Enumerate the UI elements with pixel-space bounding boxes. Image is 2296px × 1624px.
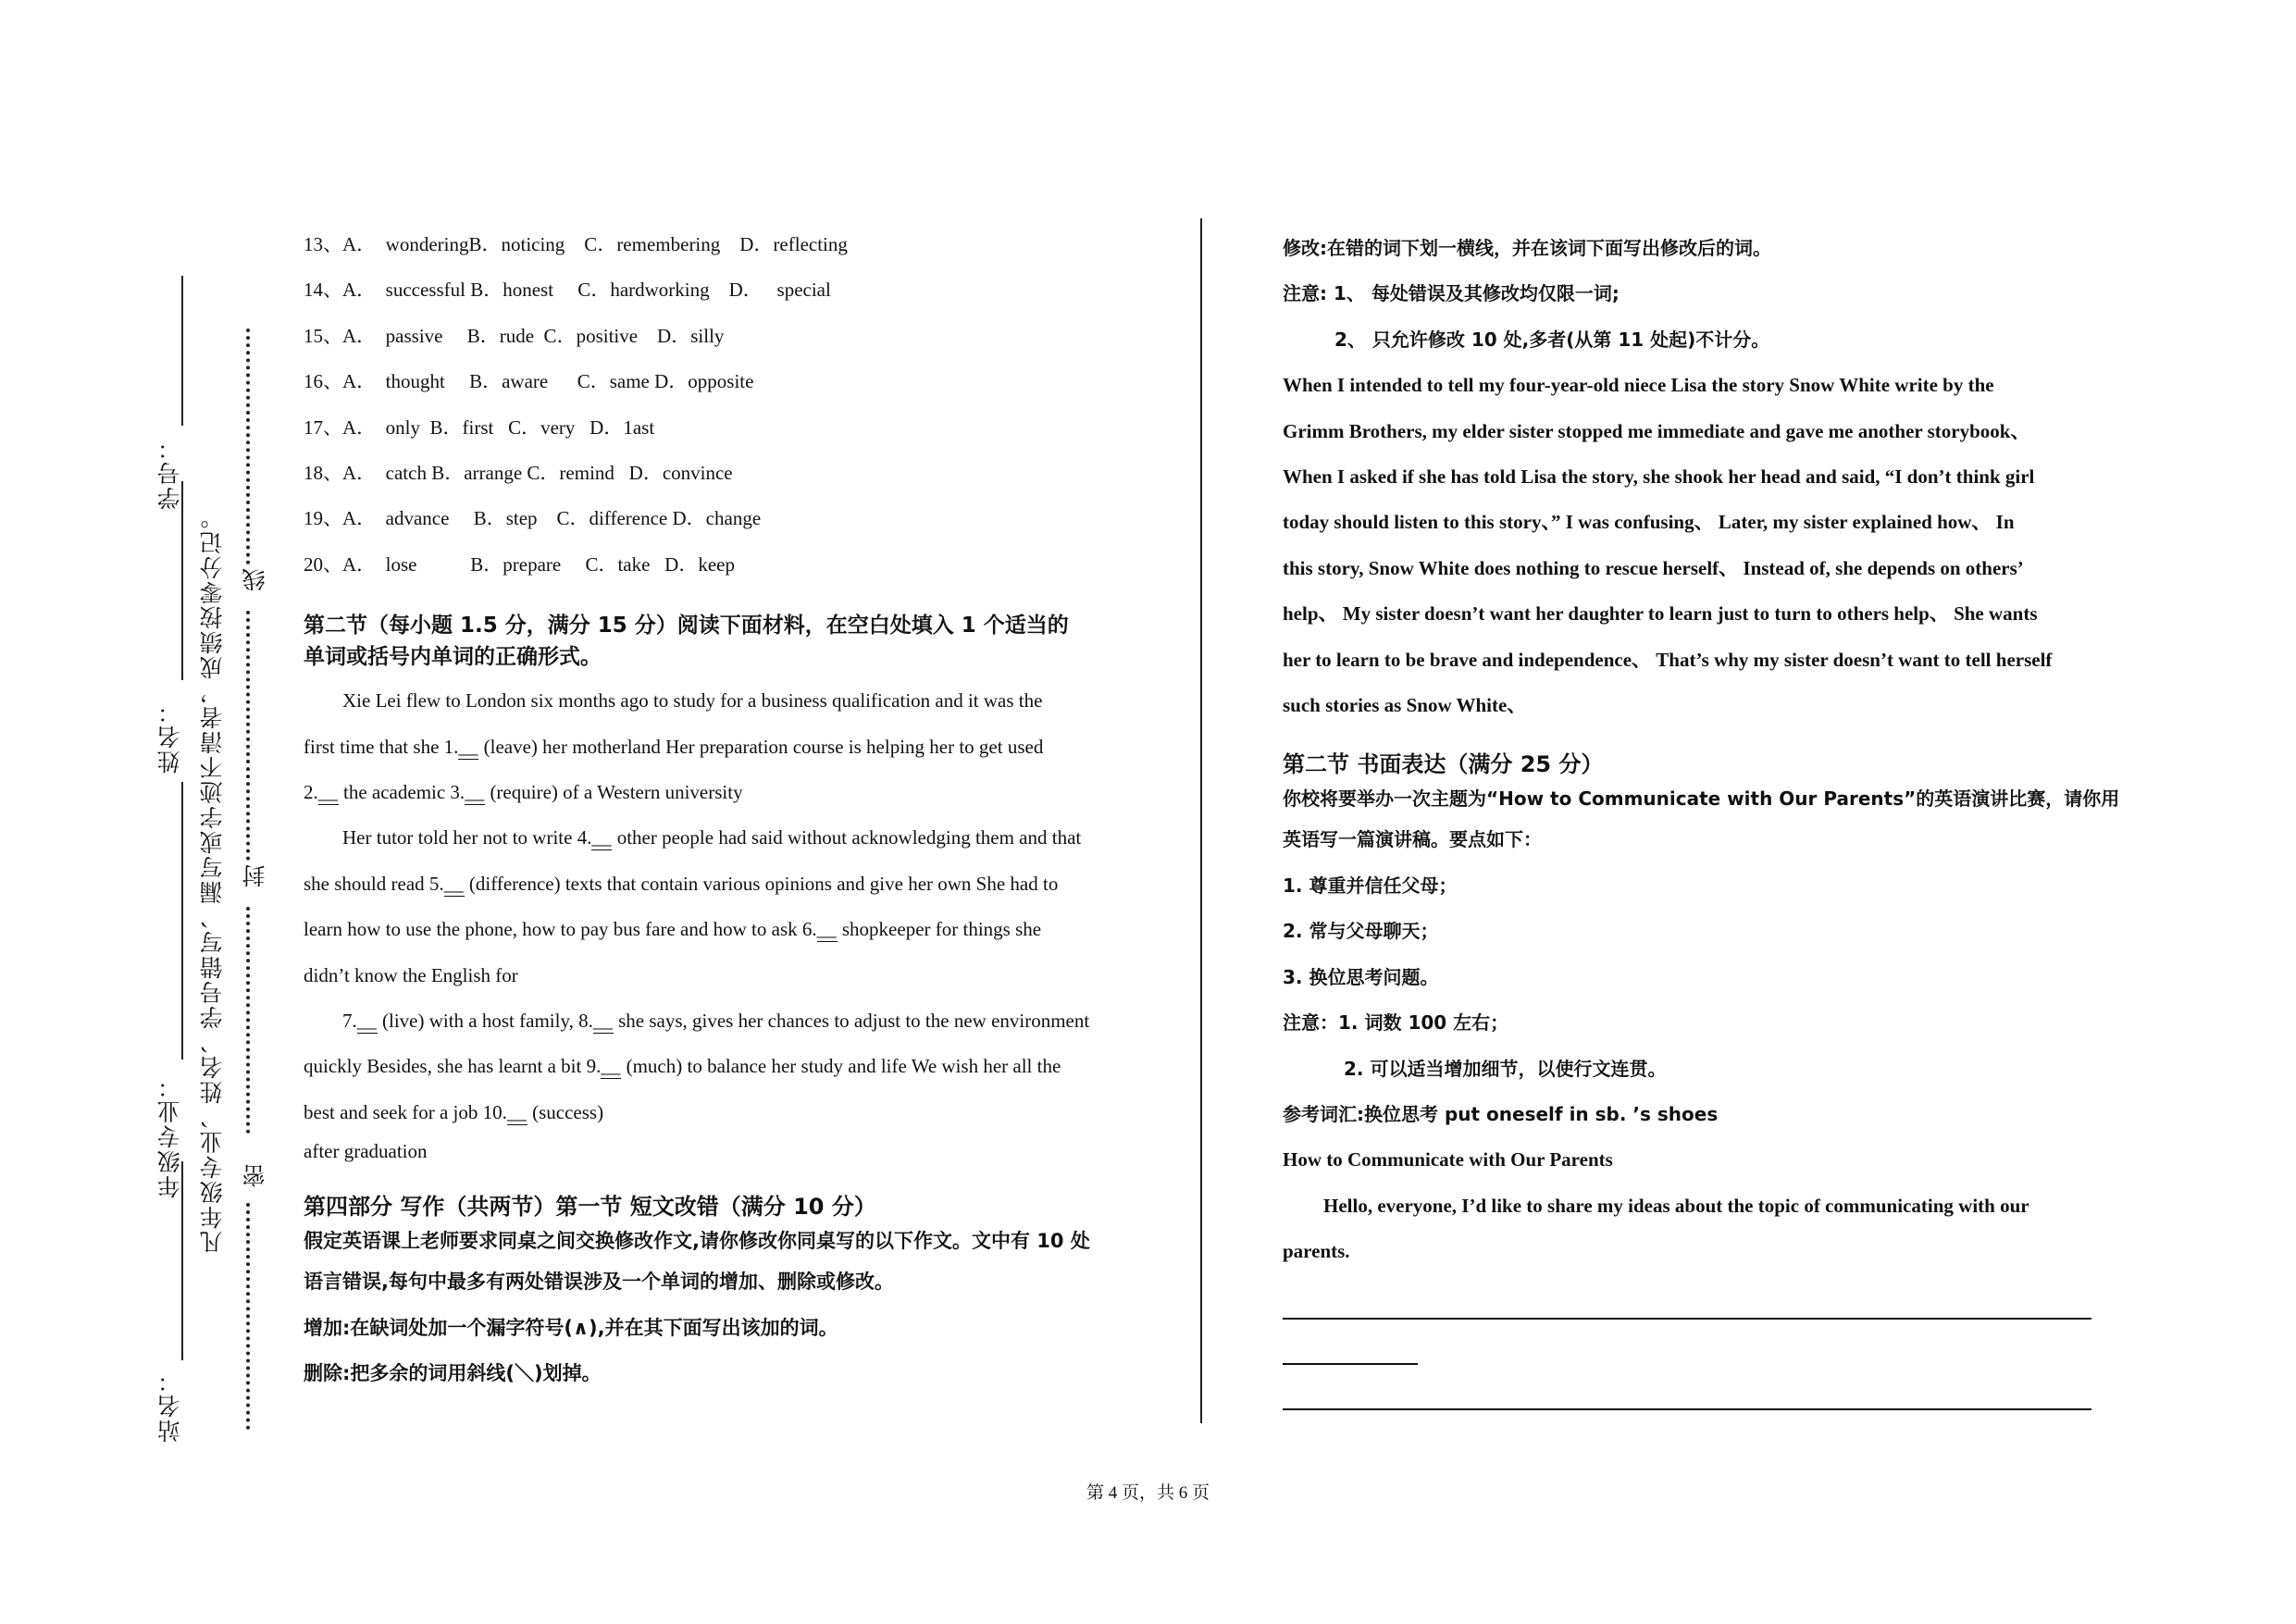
passage-line: learn how to use the phone, how to pay bus fare and how to ask 6.__ shopkeeper for things she <box>304 918 1042 941</box>
section2-title-line1: 第二节（每小题 1.5 分，满分 15 分）阅读下面材料，在空白处填入 1 个适当的 <box>304 614 1069 638</box>
passage-line: 7.__ (live) with a host family, 8.__ she says, gives her chances to adjust to the new environment <box>342 1009 1090 1032</box>
option-row-14: 14、A． successful B．honest C．hardworking D． special <box>304 279 831 302</box>
passage-line: didn’t know the English for <box>304 963 518 986</box>
passage-line: she should read 5.__ (difference) texts that contain various opinions and give her own She had to <box>304 872 1059 895</box>
blank-9[interactable]: __ <box>601 1055 621 1078</box>
option-row-19: 19、A． advance B．step C．difference D．change <box>304 507 762 530</box>
point-3: 3. 换位思考问题。 <box>1283 965 1439 988</box>
part4-instruction-2: 语言错误,每句中最多有两处错误涉及一个单词的增加、删除或修改。 <box>304 1271 894 1294</box>
seal-dotted-line-mid <box>246 611 250 861</box>
passage-line: Her tutor told her not to write 4.__ other people had said without acknowledging them and that <box>342 826 1082 849</box>
writing-task-2: 英语写一篇演讲稿。要点如下： <box>1283 828 1542 851</box>
essay-opening-2: parents. <box>1283 1240 1350 1263</box>
error-correction-essay <box>1283 363 2106 728</box>
blank-5[interactable]: __ <box>443 872 464 895</box>
writing-title: 第二节 书面表达（满分 25 分） <box>1283 751 1604 778</box>
writing-note-2: 2. 可以适当增加细节，以使行文连贯。 <box>1344 1057 1667 1080</box>
point-1: 1. 尊重并信任父母； <box>1283 874 1458 897</box>
blank-10[interactable]: __ <box>506 1100 527 1123</box>
blank-6[interactable]: __ <box>816 918 837 941</box>
part4-instruction-delete: 删除:把多余的词用斜线(＼)划掉。 <box>304 1362 602 1384</box>
essay-line: When I asked if she has told Lisa the story, she shook her head and said, “I don’t think girl <box>1283 465 2035 489</box>
note-2: 2、 只允许修改 10 处,多者(从第 11 处起)不计分。 <box>1334 328 1770 351</box>
name-line <box>181 481 183 680</box>
writing-note-1: 注意：1. 词数 100 左右； <box>1283 1011 1509 1035</box>
essay-line: today should listen to this story、” I was confusing、 Later, my sister explained how、 In <box>1283 511 2015 534</box>
section2-title-line2: 单词或括号内单词的正确形式。 <box>304 645 602 670</box>
option-row-16: 16、A． thought B．aware C．same D．opposite <box>304 370 754 393</box>
essay-line: her to learn to be brave and independence、 That’s why my sister doesn’t want to tell herself <box>1283 648 2053 671</box>
seal-line-char: 线 <box>242 566 268 591</box>
seal-dotted-line-top <box>246 329 250 564</box>
blank-1[interactable]: __ <box>458 735 478 758</box>
part4-title: 第四部分 写作（共两节）第一节 短文改错（满分 10 分） <box>304 1194 876 1221</box>
answer-line-3[interactable] <box>1283 1408 2091 1410</box>
student-id-line <box>181 276 183 426</box>
passage-line: first time that she 1.__ (leave) her motherland Her preparation course is helping her to get used <box>304 735 1044 758</box>
part4-instruction-add: 增加:在缺词处加一个漏字符号(∧),并在其下面写出该加的词。 <box>304 1316 838 1339</box>
blank-7[interactable]: __ <box>356 1009 377 1032</box>
vocab-hint: 参考词汇:换位思考 put oneself in sb. ’s shoes <box>1283 1102 1719 1125</box>
passage-line: Xie Lei flew to London six months ago to study for a business qualification and it was the <box>342 689 1043 713</box>
column-divider <box>1200 218 1202 1423</box>
grade-major-label: 年级专业： <box>156 1073 183 1198</box>
essay-line: such stories as Snow White、 <box>1283 694 1527 717</box>
part4-instruction-1: 假定英语课上老师要求同桌之间交换修改作文,请你修改你同桌写的以下作文。文中有 10 处 <box>304 1230 1090 1253</box>
writing-task-1: 你校将要举办一次主题为“How to Communicate with Our Parents”的英语演讲比赛，请你用 <box>1283 787 2120 811</box>
seal-dense-char: 密 <box>242 1162 268 1187</box>
right-column <box>1283 226 2120 1275</box>
essay-line: this story, Snow White does nothing to rescue herself、 Instead of, she depends on others’ <box>1283 556 2024 579</box>
blank-3[interactable]: __ <box>465 780 485 803</box>
page-number: 第 4 页，共 6 页 <box>1086 1483 1210 1503</box>
passage-line: after graduation <box>304 1140 428 1163</box>
grade-major-line <box>181 782 183 1060</box>
blank-4[interactable]: __ <box>591 826 612 849</box>
answer-line-1[interactable] <box>1283 1318 2091 1320</box>
section2-passage <box>304 678 1136 1167</box>
essay-line: Grimm Brothers, my elder sister stopped me immediate and gave me another storybook、 <box>1283 419 2030 442</box>
seal-mid-char: 封 <box>242 862 268 887</box>
options-list <box>304 226 1136 591</box>
modify-instruction: 修改:在错的词下划一横线，并在该词下面写出修改后的词。 <box>1283 237 1771 259</box>
blank-2[interactable]: __ <box>317 780 338 803</box>
station-label: 站名： <box>156 1368 183 1443</box>
essay-line: When I intended to tell my four-year-old niece Lisa the story Snow White write by the <box>1283 374 1994 397</box>
binding-warning: 凡年级专业、姓名、学号错写、漏写或字迹不清者，成绩按零分记。 <box>199 504 226 1254</box>
passage-line: best and seek for a job 10.__ (success) <box>304 1100 604 1123</box>
seal-dotted-line-bottom <box>246 1203 250 1430</box>
note-1: 注意: 1、 每处错误及其修改均仅限一词; <box>1283 282 1620 305</box>
blank-8[interactable]: __ <box>592 1009 613 1032</box>
name-label: 姓名： <box>156 699 183 774</box>
passage-line: quickly Besides, she has learnt a bit 9.__ (much) to balance her study and life We wish her all the <box>304 1055 1061 1078</box>
essay-line: help、 My sister doesn’t want her daughter to learn just to turn to others help、 She wants <box>1283 602 2038 626</box>
option-row-18: 18、A． catch B．arrange C．remind D．convince <box>304 461 733 484</box>
essay-title: How to Communicate with Our Parents <box>1283 1148 1613 1172</box>
point-2: 2. 常与父母聊天； <box>1283 920 1439 943</box>
student-id-label: 学号： <box>156 435 183 510</box>
option-row-17: 17、A． only B．first C．very D．1ast <box>304 415 655 439</box>
answer-line-2[interactable] <box>1283 1363 1418 1365</box>
essay-opening-1: Hello, everyone, I’d like to share my ideas about the topic of communicating with our <box>1323 1194 2029 1217</box>
option-row-20: 20、A． lose B．prepare C．take D．keep <box>304 552 735 576</box>
passage-line: 2.__ the academic 3.__ (require) of a Western university <box>304 780 743 803</box>
option-row-13: 13、A． wonderingB．noticing C．remembering D．reflecting <box>304 233 848 255</box>
left-column <box>304 226 1136 1396</box>
option-row-15: 15、A． passive B．rude C．positive D．silly <box>304 324 725 347</box>
seal-dotted-line-low <box>246 907 250 1134</box>
